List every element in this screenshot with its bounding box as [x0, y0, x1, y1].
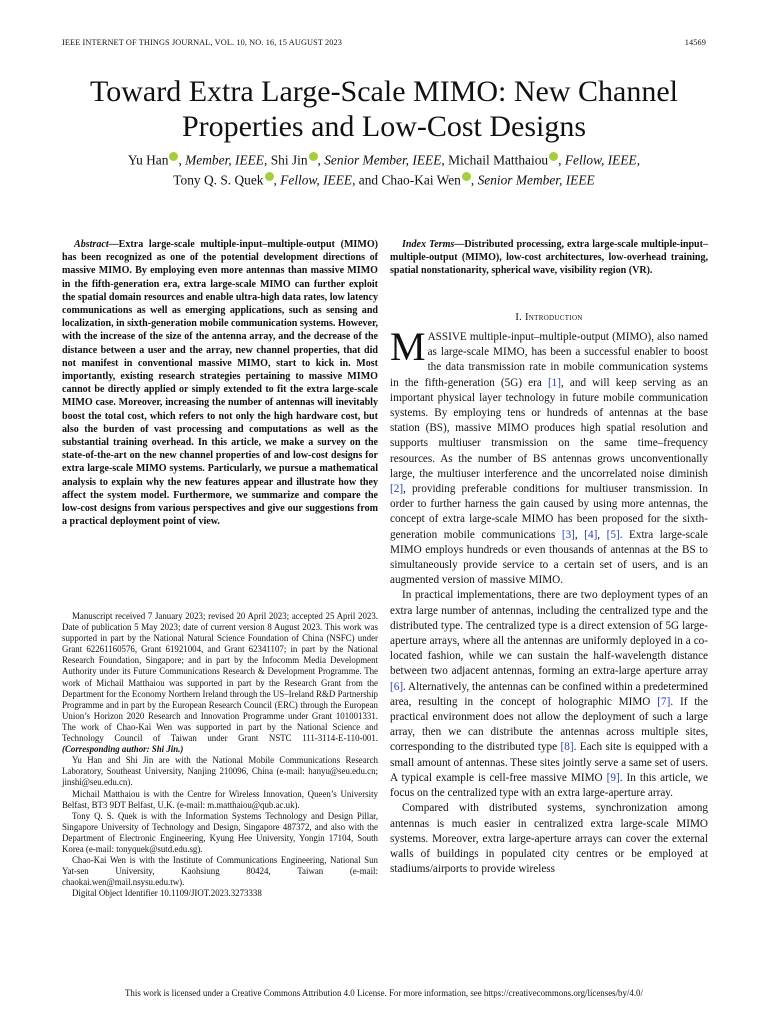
page-number: 14569	[684, 38, 706, 47]
text-run: ,	[597, 528, 607, 541]
author-role: Member, IEEE	[185, 152, 264, 168]
runin-word: ASSIVE	[427, 331, 467, 343]
author-name: Shi Jin	[270, 152, 308, 168]
intro-paragraph	[390, 588, 708, 801]
section-number: I.	[515, 312, 523, 323]
orcid-icon[interactable]	[169, 152, 178, 161]
introduction-body	[390, 324, 709, 877]
footnote-funding	[62, 611, 378, 755]
drop-cap: M	[390, 324, 426, 369]
author-role: Senior Member, IEEE	[477, 172, 595, 188]
author-role: Senior Member, IEEE	[324, 152, 442, 168]
citation-link[interactable]: [3]	[561, 528, 575, 541]
text-run: . If the practical environment does not allow the deployment of such a large array, then we can distribute the antennas across multiple sites, corresponding to the distributed type	[390, 695, 708, 754]
author-name: Yu Han	[127, 152, 169, 168]
footnote-affiliation: Michail Matthaiou is with the Centre for Wireless Innovation, Queen’s University Belfast, BT3 9DT Belfast, U.K. (e-mail: m.matthaiou@qub.ac.uk).	[62, 788, 378, 810]
orcid-icon[interactable]	[549, 152, 558, 161]
intro-paragraph: Compared with distributed systems, synchronization among antennas is much easier in centralized extra large-scale MIMO systems. Moreover, extra large-aperture arrays can cover the external walls of buildings in populated city centres or be employed at stadiums/airports to provide wireless	[390, 802, 708, 876]
text-run: multiple-input–multiple-output (MIMO), also named as large-scale MIMO, has been a successful enabler to boost the data transmission rate in mobile communication systems in the fifth-generation (5G) era	[390, 331, 708, 389]
section-heading	[390, 312, 708, 323]
orcid-icon[interactable]	[462, 172, 471, 181]
text-run: ,	[574, 528, 585, 541]
author-list	[50, 150, 718, 191]
citation-link[interactable]: [6]	[390, 680, 404, 693]
journal-name: IEEE INTERNET OF THINGS JOURNAL, VOL. 10, NO. 16, 15 AUGUST 2023	[62, 38, 343, 47]
section-title: Introduction	[525, 312, 583, 323]
author-name: Chao-Kai Wen	[381, 172, 461, 188]
orcid-icon[interactable]	[265, 172, 274, 181]
paper-title: Toward Extra Large-Scale MIMO: New Channel Properties and Low-Cost Designs	[90, 75, 678, 143]
author-role: Fellow, IEEE	[564, 152, 637, 168]
footnote	[62, 611, 378, 899]
author-role: Fellow, IEEE	[280, 172, 353, 188]
footnote-affiliation: Yu Han and Shi Jin are with the National Mobile Communications Research Laboratory, Southeast University, Nanjing 210096, China (e-mail: hanyu@seu.edu.cn; jinshi@seu.edu.cn).	[62, 755, 378, 788]
text-run: . Extra large-scale MIMO employs hundreds or even thousands of antennas at the BS to simultaneously provide service to a certain set of users, and is an augmented version of massive MIMO.	[390, 528, 709, 587]
author-name: Tony Q. S. Quek	[173, 172, 264, 188]
text-run: . Alternatively, the antennas can be confined within a predetermined area, resulting in the concept of holographic MIMO	[390, 680, 708, 708]
text-run: In practical implementations, there are two deployment types of an extra large number of antennas, including the centralized type and the distributed type. The centralized type is a direct extension of 5G large-aperture arrays, where all the antennas are uniformly deployed in a co-located fashion, while we can sustain the half-wavelength distance between two adjacent antennas, forming an extra-large aperture array	[390, 589, 708, 678]
citation-link[interactable]: [2]	[390, 483, 404, 496]
intro-paragraph	[390, 324, 709, 588]
orcid-icon[interactable]	[309, 152, 318, 161]
text-run: Manuscript received 7 January 2023; revised 20 April 2023; accepted 25 April 2023. Date of publication 5 May 2023; date of current version 8 August 2023. This work was supported in part by the National Natural Science Foundation of China (NSFC) under Grant 62261160576, Grant 61921004, and Grant 62341107; in part by the National Research Foundation, Singapore; and in part by the Infocomm Media Development Authority under its Future Communications Research & Development Programme. The work of Michail Matthaiou was supported in part by the Research Grant from the Department for the Economy Northern Ireland through the US–Ireland R&D Partnership Programme and in part by the European Research Council (ERC) through the European Union’s Horizon 2020 Research and Innovation Programme under Grant 101001331. The work of Chao-Kai Wen was supported in part by the National Science and Technology Council of Taiwan under Grant NSTC 111-3114-E-110-001.	[62, 611, 378, 744]
author-line-2: Tony Q. S. Quek , Fellow, IEEE, and Chao-Kai Wen , Senior Member, IEEE	[173, 172, 595, 188]
citation-link[interactable]: [5]	[606, 528, 620, 541]
author-name: Michail Matthaiou	[448, 152, 549, 168]
index-terms-lead: Index Terms	[402, 239, 455, 250]
text-run: , providing preferable conditions for multiuser transmission. In order to further harness the gain caused by using more antennas, the concept of extra large-scale MIMO has been proposed for the sixth-generation mobile communications	[390, 483, 708, 541]
corresponding-author: (Corresponding author: Shi Jin.)	[62, 744, 184, 755]
doi: Digital Object Identifier 10.1109/JIOT.2023.3273338	[72, 888, 262, 899]
citation-link[interactable]: [7]	[657, 695, 671, 708]
citation-link[interactable]: [1]	[547, 376, 561, 389]
license-notice: This work is licensed under a Creative Commons Attribution 4.0 License. For more information, see https://creativecommons.org/licenses/by/4.0/	[125, 988, 643, 998]
citation-link[interactable]: [8]	[560, 741, 574, 754]
index-terms-text: —Distributed processing, extra large-scale multiple-input–multiple-output (MIMO), low-cost architectures, low-overhead training, spatial nonstationarity, spherical wave, visibility region (VR).	[390, 239, 708, 277]
text-run: , and will keep serving as an important physical layer technology in future mobile communication systems. By employing tens or hundreds of antennas at the base station (BS), massive MIMO produces high spatial resolution and supports multiuser transmission on the same time–frequency resources. As the number of BS antennas grows unconventionally large, the multiuser interference and the uncorrelated noise diminish	[390, 376, 708, 480]
index-terms	[390, 238, 708, 278]
running-header	[62, 38, 706, 47]
citation-link[interactable]: [4]	[584, 528, 598, 541]
abstract	[62, 238, 378, 528]
text-run: . In this article, we focus on the centralized type with an extra large-aperture array.	[390, 771, 708, 800]
footnote-affiliation: Chao-Kai Wen is with the Institute of Communications Engineering, National Sun Yat-sen University, Kaohsiung 80424, Taiwan (e-mail: chaokai.wen@mail.nsysu.edu.tw).	[62, 855, 378, 888]
text-run: . Each site is equipped with a small amount of antennas. These sites jointly serve a same set of users. A typical example is cell-free massive MIMO	[390, 741, 708, 784]
footnote-affiliation: Tony Q. S. Quek is with the Information Systems Technology and Design Pillar, Singapore University of Technology and Design, Singapore 487372, and also with the Department of Electronic Engineering, Kyung Hee University, Yongin 17104, South Korea (e-mail: tonyquek@sutd.edu.sg).	[62, 810, 378, 854]
abstract-text: —Extra large-scale multiple-input–multiple-output (MIMO) has been recognized as one of the potential development directions of massive MIMO. By employing even more antennas than massive MIMO in the fifth-generation era, extra large-scale MIMO can further exploit the spatial domain resources and enable ultra-high data rates, low latency communications as well as emerging applications, such as sensing and localization, in sixth-generation mobile communication systems. However, with the increase of the size of the antenna array, and the decrease of the distance between a user and the array, new channel properties, that did not manifest in conventional massive MIMO, start to kick in. Most importantly, existing research strategies pertaining to massive MIMO cannot be directly applied or simply extended to fit the extra large-scale MIMO case. Moreover, increasing the number of antennas will inevitably boost the total cost, which refers to not only the high hardware cost, but also the burden of vast processing and computations as well as the substantial training overhead. In this article, we make a survey on the state-of-the-art on the new channel properties of and low-cost designs for extra large-scale MIMO systems. Particularly, we pursue a mathematical analysis to explain why the new features appear and illustrate how they affect the system model. Furthermore, we summarize and compare the low-cost designs from various perspectives and give our suggestions from a practical deployment point of view.	[62, 239, 378, 528]
citation-link[interactable]: [9]	[606, 771, 620, 784]
abstract-lead: Abstract	[74, 239, 109, 250]
author-line-1: Yu Han , Member, IEEE, Shi Jin , Senior Member, IEEE, Michail Matthaiou , Fellow, IEEE,	[127, 152, 641, 168]
